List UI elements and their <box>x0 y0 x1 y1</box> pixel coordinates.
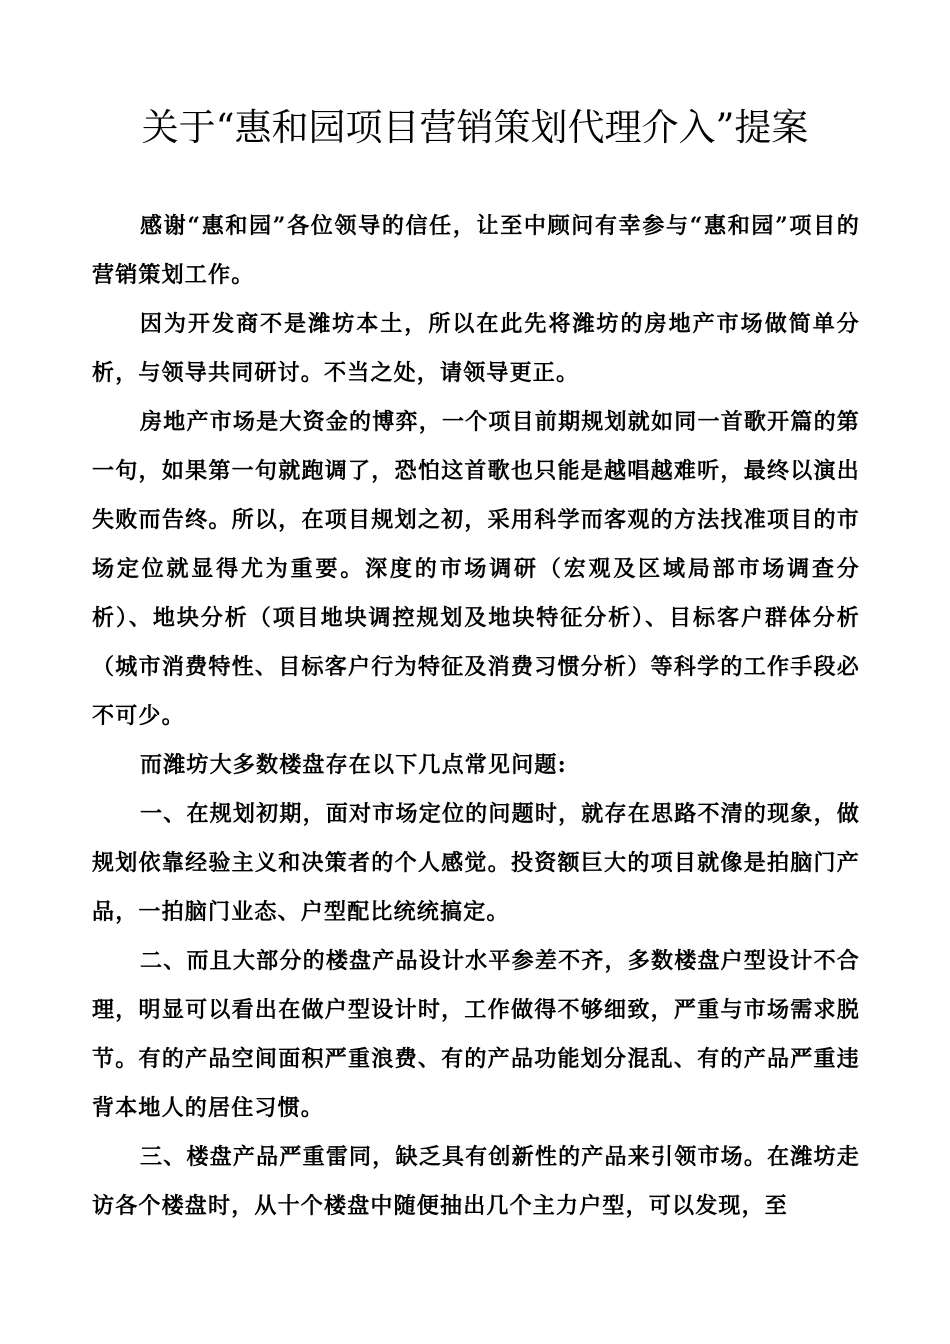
document-title: 关于“惠和园项目营销策划代理介入”提案 <box>141 106 809 149</box>
paragraph-problem-three: 三、楼盘产品严重雷同，缺乏具有创新性的产品来引领市场。在潍坊走访各个楼盘时，从十个楼盘中随便抽出几个主力户型，可以发现，至 <box>92 1144 860 1219</box>
paragraph-market-intro: 因为开发商不是潍坊本土，所以在此先将潍坊的房地产市场做简单分析，与领导共同研讨。不当之处，请领导更正。 <box>92 311 860 386</box>
paragraph-market-game: 房地产市场是大资金的博弈，一个项目前期规划就如同一首歌开篇的第一句，如果第一句就跑调了，恐怕这首歌也只能是越唱越难听，最终以演出失败而告终。所以，在项目规划之初，采用科学而客观的方法找准项目的市场定位就显得尤为重要。深度的市场调研（宏观及区域局部市场调查分析）、地块分析（项目地块调控规划及地块特征分析）、目标客户群体分析（城市消费特性、目标客户行为特征及消费习惯分析）等科学的工作手段必不可少。 <box>92 409 860 729</box>
paragraph-gratitude: 感谢“惠和园”各位领导的信任，让至中顾问有幸参与“惠和园”项目的营销策划工作。 <box>92 213 860 288</box>
document-body <box>92 202 860 1231</box>
paragraph-common-problems: 而潍坊大多数楼盘存在以下几点常见问题: <box>140 752 567 778</box>
paragraph-problem-one: 一、在规划初期，面对市场定位的问题时，就存在思路不清的现象，做规划依靠经验主义和决策者的个人感觉。投资额巨大的项目就像是拍脑门产品，一拍脑门业态、户型配比统统搞定。 <box>92 801 860 925</box>
paragraph-problem-two: 二、而且大部分的楼盘产品设计水平参差不齐，多数楼盘户型设计不合理，明显可以看出在做户型设计时，工作做得不够细致，严重与市场需求脱节。有的产品空间面积严重浪费、有的产品功能划分混乱、有的产品严重违背本地人的居住习惯。 <box>92 948 860 1121</box>
